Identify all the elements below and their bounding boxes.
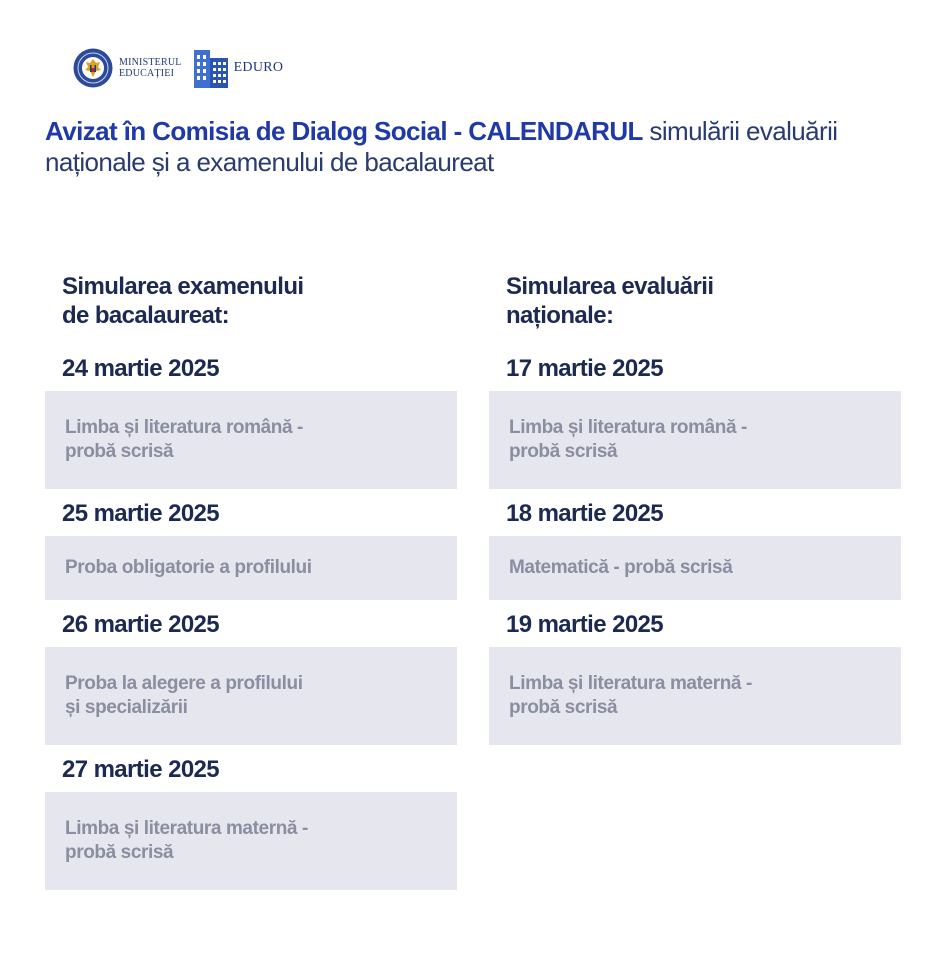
exam-date: 26 martie 2025	[62, 611, 220, 638]
exam-subject-box	[45, 536, 457, 600]
page-title-bold: Avizat în Comisia de Dialog Social - CALENDARUL	[45, 116, 643, 146]
exam-subject-box	[45, 391, 457, 489]
page-title-regular: simulării evaluării naționale și a examenului de bacalaureat	[45, 116, 838, 177]
exam-subject: Matematică - probă scrisă	[509, 557, 733, 578]
exam-date: 17 martie 2025	[506, 355, 664, 382]
exam-subject-box	[45, 647, 457, 745]
ministry-name	[119, 57, 182, 79]
exam-subject: Limba și literatura română - probă scrisă	[65, 417, 303, 462]
evaluare-entry	[489, 354, 901, 489]
evaluare-heading: Simularea evaluării naționale:	[506, 273, 714, 329]
exam-subject-box	[489, 391, 901, 489]
bacalaureat-column	[45, 272, 457, 890]
exam-date: 18 martie 2025	[506, 500, 664, 527]
ministry-name-line1: MINISTERUL	[119, 57, 182, 68]
logo-bar	[73, 46, 283, 90]
exam-subject-box	[489, 536, 901, 600]
exam-subject-box	[489, 647, 901, 745]
exam-date: 27 martie 2025	[62, 756, 220, 783]
exam-date: 19 martie 2025	[506, 611, 664, 638]
bacalaureat-heading: Simularea examenului de bacalaureat:	[62, 273, 304, 329]
evaluare-column	[489, 272, 901, 745]
exam-subject: Limba și literatura română - probă scrisă	[509, 417, 747, 462]
ministry-name-line2: EDUCAȚIEI	[119, 68, 175, 79]
bacalaureat-entry	[45, 755, 457, 890]
eduro-brand: EDURO	[233, 60, 284, 75]
bacalaureat-entry	[45, 499, 457, 600]
exam-date: 25 martie 2025	[62, 500, 220, 527]
eduro-building-icon	[194, 48, 228, 88]
bacalaureat-entry	[45, 610, 457, 745]
bacalaureat-entry	[45, 354, 457, 489]
ministry-seal-icon	[73, 48, 113, 88]
page-title	[45, 116, 915, 178]
exam-subject-box	[45, 792, 457, 890]
exam-subject: Proba obligatorie a profilului	[65, 557, 312, 578]
exam-subject: Limba și literatura maternă - probă scrisă	[509, 673, 752, 718]
exam-date: 24 martie 2025	[62, 355, 220, 382]
evaluare-entry	[489, 499, 901, 600]
exam-subject: Proba la alegere a profilului și specializării	[65, 673, 303, 718]
exam-subject: Limba și literatura maternă - probă scrisă	[65, 818, 308, 863]
evaluare-entry	[489, 610, 901, 745]
